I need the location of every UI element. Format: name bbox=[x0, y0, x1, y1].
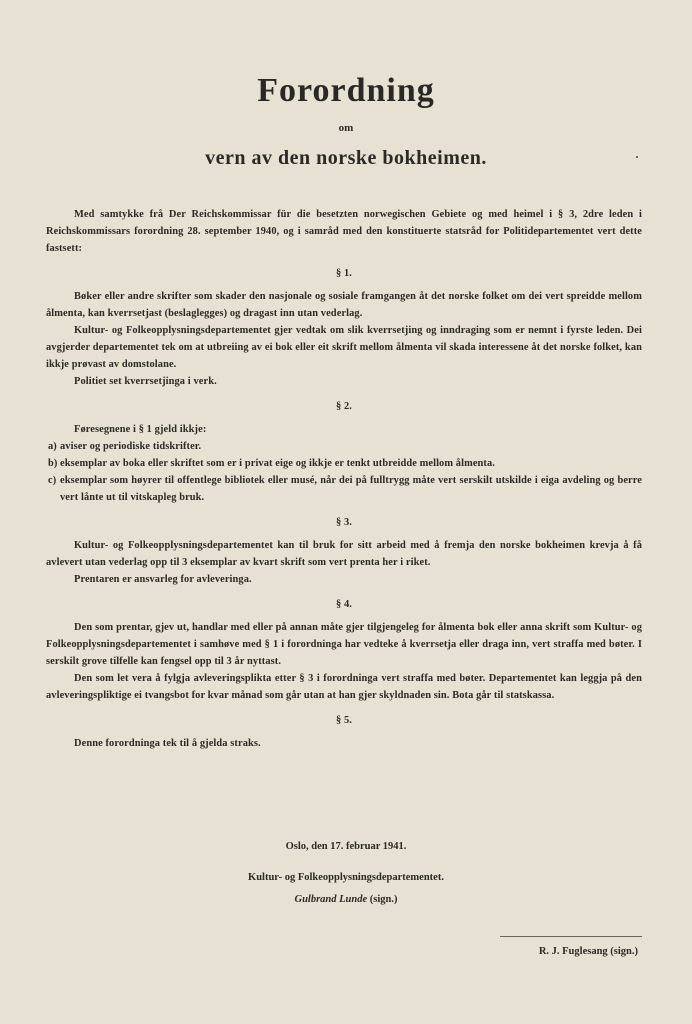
date-line: Oslo, den 17. februar 1941. bbox=[285, 841, 407, 852]
paragraph: Politiet set kverrsetjinga i verk. bbox=[74, 376, 217, 387]
list-marker: b) bbox=[48, 458, 58, 469]
signature-line bbox=[0, 894, 692, 905]
section-heading: § 4. bbox=[336, 599, 352, 610]
list-item-text: eksemplar som høyrer til offentlege bibliotek eller musé, når dei på fulltrygg måte vert serskilt utskilde i eiga avdeling og berre vert lånte ut til vitskapleg bruk. bbox=[60, 475, 642, 503]
paragraph: Kultur- og Folkeopplysningsdepartementet gjer vedtak om slik kverrsetjing og inndraging som er nemnt i fyrste leden. Dei avgjerder departementet tek om at utbreiing av ei bok eller eit skrift mellom ålmenta vil skada interessene åt det norske folket, kan ikkje prøvast av domstolane. bbox=[46, 325, 642, 370]
document-title: Forordning bbox=[257, 72, 435, 109]
list-marker: a) bbox=[48, 441, 57, 452]
document-subtitle: vern av den norske bokheimen. bbox=[205, 147, 487, 169]
document-body bbox=[46, 206, 642, 752]
title-connector: om bbox=[338, 122, 354, 134]
list-item-text: aviser og periodiske tidskrifter. bbox=[60, 441, 202, 452]
preamble: Med samtykke frå Der Reichskommissar für die besetzten norwegischen Gebiete og med heimel i § 3, 2dre leden i Reichskommissars forordning 28. september 1940, og i samråd med den konstituerte statsråd for Politidepartementet vert dette fastsett: bbox=[46, 209, 642, 254]
department-name: Kultur- og Folkeopplysningsdepartementet. bbox=[248, 872, 444, 883]
signer-name: Gulbrand Lunde bbox=[294, 894, 368, 905]
list-item bbox=[46, 455, 642, 472]
section-heading: § 5. bbox=[336, 715, 352, 726]
paragraph: Føresegnene i § 1 gjeld ikkje: bbox=[74, 424, 207, 435]
section-heading: § 2. bbox=[336, 401, 352, 412]
paragraph: Denne forordninga tek til å gjelda straks. bbox=[74, 738, 261, 749]
list-marker: c) bbox=[48, 475, 57, 486]
paragraph: Den som let vera å fylgja avleveringsplikta etter § 3 i forordninga vert straffa med bøter. Departementet kan leggja på den avleveringspliktige ei tvangsbot for kvar månad som går utan at han gjer skyldnaden sin. Bota går til statskassa. bbox=[46, 673, 642, 701]
signature-rule bbox=[500, 936, 642, 937]
signer-suffix: (sign.) bbox=[369, 894, 398, 905]
paragraph: Den som prentar, gjev ut, handlar med eller på annan måte gjer tilgjengeleg for ålmenta bok eller anna skrift som Kultur- og Folkeopplysningsdepartementet i samhøve med § 1 i forordninga har vedteke å kverrsetja eller draga inn, vert straffa med bøter. I serskilt grove tilfelle kan fengsel opp til 3 år nyttast. bbox=[46, 622, 642, 667]
paragraph: Bøker eller andre skrifter som skader den nasjonale og sosiale framgangen åt det norske folket om dei vert spreidde mellom ålmenta, kan kverrsetjast (beslaglegges) og dragast inn utan vederlag. bbox=[46, 291, 642, 319]
list-item bbox=[46, 472, 642, 506]
paragraph: Kultur- og Folkeopplysningsdepartementet kan til bruk for sitt arbeid med å fremja den norske bokheimen krevja å få avlevert utan vederlag opp til 3 eksemplar av kvart skrift som vert prenta her i riket. bbox=[46, 540, 642, 568]
section-heading: § 1. bbox=[336, 268, 352, 279]
paragraph: Prentaren er ansvarleg for avleveringa. bbox=[74, 574, 252, 585]
section-heading: § 3. bbox=[336, 517, 352, 528]
list-item-text: eksemplar av boka eller skriftet som er i privat eige og ikkje er tenkt utbreidde mellom ålmenta. bbox=[60, 458, 495, 469]
exception-list bbox=[46, 438, 642, 506]
countersignature: R. J. Fuglesang (sign.) bbox=[538, 946, 638, 957]
list-item bbox=[46, 438, 642, 455]
print-speck bbox=[636, 156, 638, 158]
